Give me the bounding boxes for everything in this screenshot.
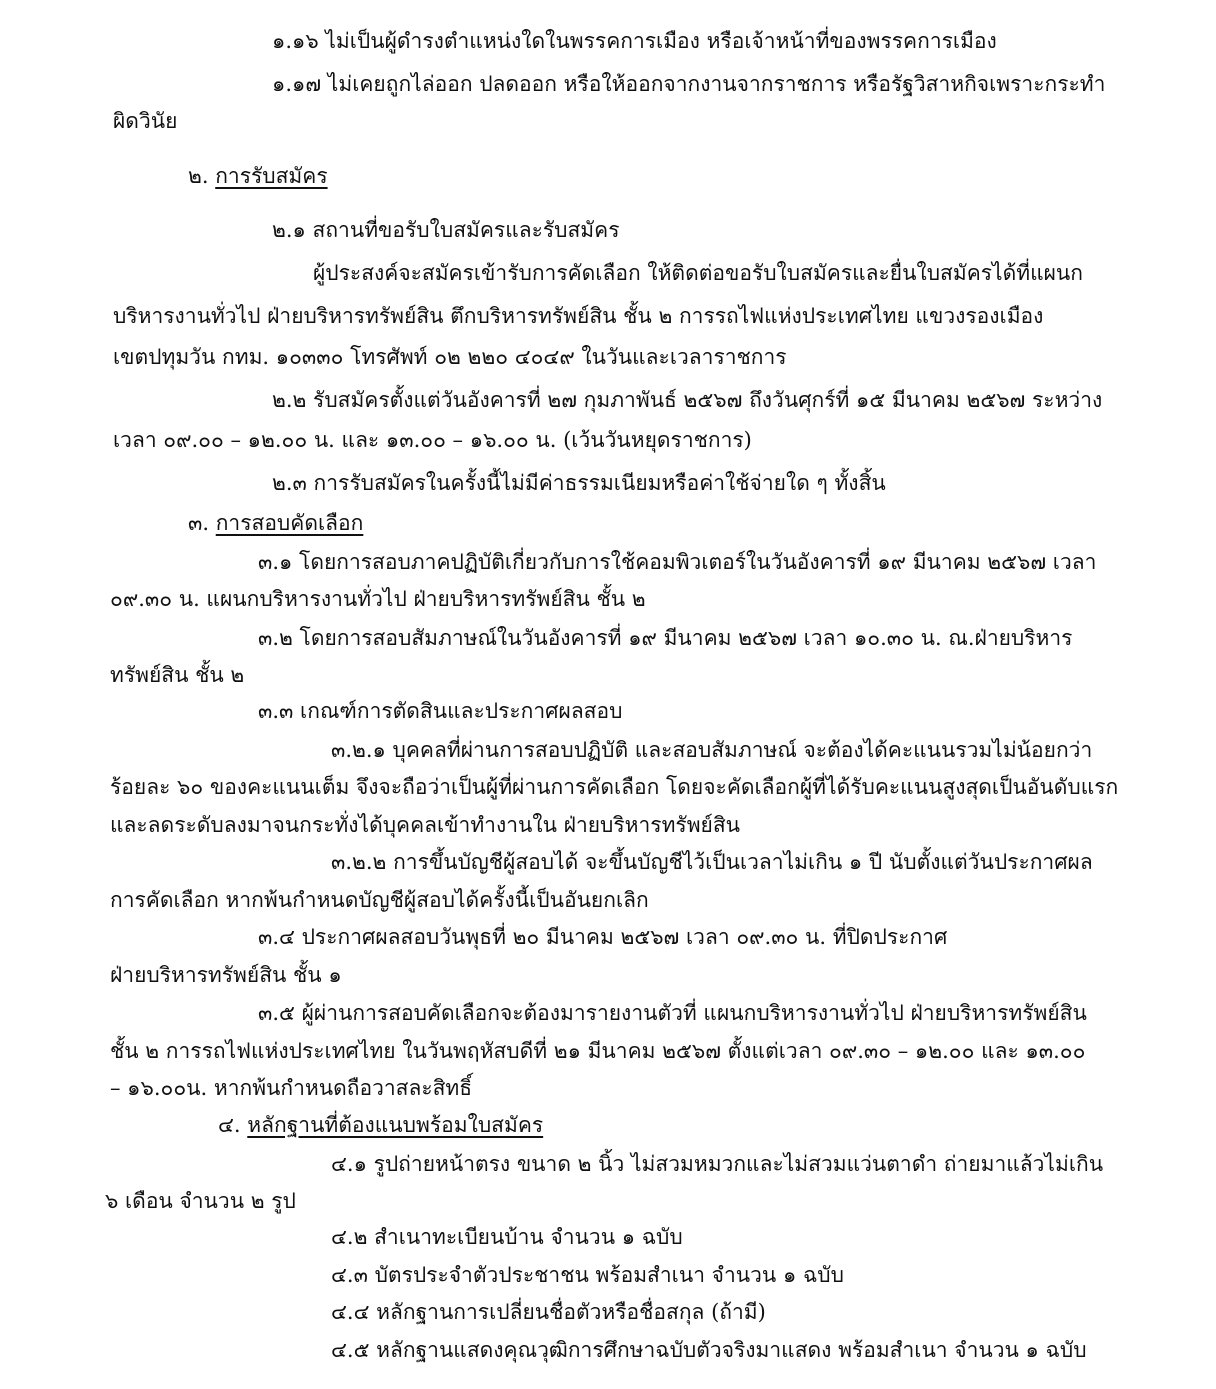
item-3-5: ๓.๕ ผู้ผ่านการสอบคัดเลือกจะต้องมารายงานตัวที่ แผนกบริหารงานทั่วไป ฝ่ายบริหารทรัพย์สิน	[258, 1001, 1087, 1025]
item-4-2: ๔.๒ สำเนาทะเบียนบ้าน จำนวน ๑ ฉบับ	[331, 1225, 683, 1249]
section-title: การสอบคัดเลือก	[215, 511, 364, 535]
paragraph-line: ทรัพย์สิน ชั้น ๒	[110, 663, 245, 687]
section-title: การรับสมัคร	[215, 164, 328, 188]
paragraph-line: – ๑๖.๐๐น. หากพ้นกำหนดถือวาสละสิทธิ์	[110, 1076, 473, 1100]
section-number: ๔.	[218, 1113, 241, 1137]
paragraph-line: การคัดเลือก หากพ้นกำหนดบัญชีผู้สอบได้ครั้งนี้เป็นอันยกเลิก	[110, 888, 649, 912]
section-number: ๓.	[188, 511, 210, 535]
item-2-3: ๒.๓ การรับสมัครในครั้งนี้ไม่มีค่าธรรมเนียมหรือค่าใช้จ่ายใด ๆ ทั้งสิ้น	[272, 471, 886, 495]
item-1-17: ๑.๑๗ ไม่เคยถูกไล่ออก ปลดออก หรือให้ออกจากงานจากราชการ หรือรัฐวิสาหกิจเพราะกระทำ	[272, 72, 1106, 96]
paragraph-line: ผู้ประสงค์จะสมัครเข้ารับการคัดเลือก ให้ติดต่อขอรับใบสมัครและยื่นใบสมัครได้ที่แผนก	[313, 261, 1083, 285]
item-2-2: ๒.๒ รับสมัครตั้งแต่วันอังคารที่ ๒๗ กุมภาพันธ์ ๒๕๖๗ ถึงวันศุกร์ที่ ๑๕ มีนาคม ๒๕๖๗ ระหว่าง	[272, 388, 1103, 412]
section-2-heading	[188, 161, 328, 191]
item-4-4: ๔.๔ หลักฐานการเปลี่ยนชื่อตัวหรือชื่อสกุล (ถ้ามี)	[331, 1300, 766, 1324]
section-3-heading	[188, 508, 363, 538]
item-1-16: ๑.๑๖ ไม่เป็นผู้ดำรงตำแหน่งใดในพรรคการเมือง หรือเจ้าหน้าที่ของพรรคการเมือง	[272, 29, 997, 53]
item-3-2: ๓.๒ โดยการสอบสัมภาษณ์ในวันอังคารที่ ๑๙ มีนาคม ๒๕๖๗ เวลา ๑๐.๓๐ น. ณ.ฝ่ายบริหาร	[258, 626, 1073, 650]
item-4-3: ๔.๓ บัตรประจำตัวประชาชน พร้อมสำเนา จำนวน ๑ ฉบับ	[331, 1263, 844, 1287]
paragraph-line: บริหารงานทั่วไป ฝ่ายบริหารทรัพย์สิน ตึกบริหารทรัพย์สิน ชั้น ๒ การรถไฟแห่งประเทศไทย แขวงรองเมือง	[113, 304, 1044, 328]
paragraph-line: เขตปทุมวัน กทม. ๑๐๓๓๐ โทรศัพท์ ๐๒ ๒๒๐ ๔๐๔๙ ในวันและเวลาราชการ	[113, 345, 787, 369]
paragraph-line: ชั้น ๒ การรถไฟแห่งประเทศไทย ในวันพฤหัสบดีที่ ๒๑ มีนาคม ๒๕๖๗ ตั้งแต่เวลา ๐๙.๓๐ – ๑๒.๐๐ และ ๑๓.๐๐	[110, 1039, 1086, 1063]
paragraph-line: ๖ เดือน จำนวน ๒ รูป	[105, 1189, 296, 1213]
paragraph-line: ๐๙.๓๐ น. แผนกบริหารงานทั่วไป ฝ่ายบริหารทรัพย์สิน ชั้น ๒	[110, 587, 646, 611]
section-number: ๒.	[188, 164, 209, 188]
item-2-1: ๒.๑ สถานที่ขอรับใบสมัครและรับสมัคร	[272, 218, 620, 242]
paragraph-line: ฝ่ายบริหารทรัพย์สิน ชั้น ๑	[110, 963, 342, 987]
item-4-5: ๔.๕ หลักฐานแสดงคุณวุฒิการศึกษาฉบับตัวจริงมาแสดง พร้อมสำเนา จำนวน ๑ ฉบับ	[331, 1338, 1087, 1362]
item-1-17-cont: ผิดวินัย	[113, 109, 178, 133]
item-3-2-1: ๓.๒.๑ บุคคลที่ผ่านการสอบปฏิบัติ และสอบสัมภาษณ์ จะต้องได้คะแนนรวมไม่น้อยกว่า	[331, 738, 1093, 762]
section-title: หลักฐานที่ต้องแนบพร้อมใบสมัคร	[247, 1113, 544, 1137]
paragraph-line: เวลา ๐๙.๐๐ – ๑๒.๐๐ น. และ ๑๓.๐๐ – ๑๖.๐๐ น. (เว้นวันหยุดราชการ)	[113, 428, 752, 452]
paragraph-line: ร้อยละ ๖๐ ของคะแนนเต็ม จึงจะถือว่าเป็นผู้ที่ผ่านการคัดเลือก โดยจะคัดเลือกผู้ที่ได้รับคะแนนสูงสุดเป็นอันดับแรก	[110, 775, 1119, 799]
item-3-3: ๓.๓ เกณฑ์การตัดสินและประกาศผลสอบ	[258, 699, 623, 723]
section-4-heading	[218, 1110, 543, 1140]
item-3-2-2: ๓.๒.๒ การขึ้นบัญชีผู้สอบได้ จะขึ้นบัญชีไว้เป็นเวลาไม่เกิน ๑ ปี นับตั้งแต่วันประกาศผล	[331, 850, 1093, 874]
item-3-1: ๓.๑ โดยการสอบภาคปฏิบัติเกี่ยวกับการใช้คอมพิวเตอร์ในวันอังคารที่ ๑๙ มีนาคม ๒๕๖๗ เวลา	[258, 550, 1097, 574]
item-4-1: ๔.๑ รูปถ่ายหน้าตรง ขนาด ๒ นิ้ว ไม่สวมหมวกและไม่สวมแว่นตาดำ ถ่ายมาแล้วไม่เกิน	[331, 1152, 1104, 1176]
paragraph-line: และลดระดับลงมาจนกระทั่งได้บุคคลเข้าทำงานใน ฝ่ายบริหารทรัพย์สิน	[110, 813, 741, 837]
item-3-4: ๓.๔ ประกาศผลสอบวันพุธที่ ๒๐ มีนาคม ๒๕๖๗ เวลา ๐๙.๓๐ น. ที่ปิดประกาศ	[258, 925, 948, 949]
